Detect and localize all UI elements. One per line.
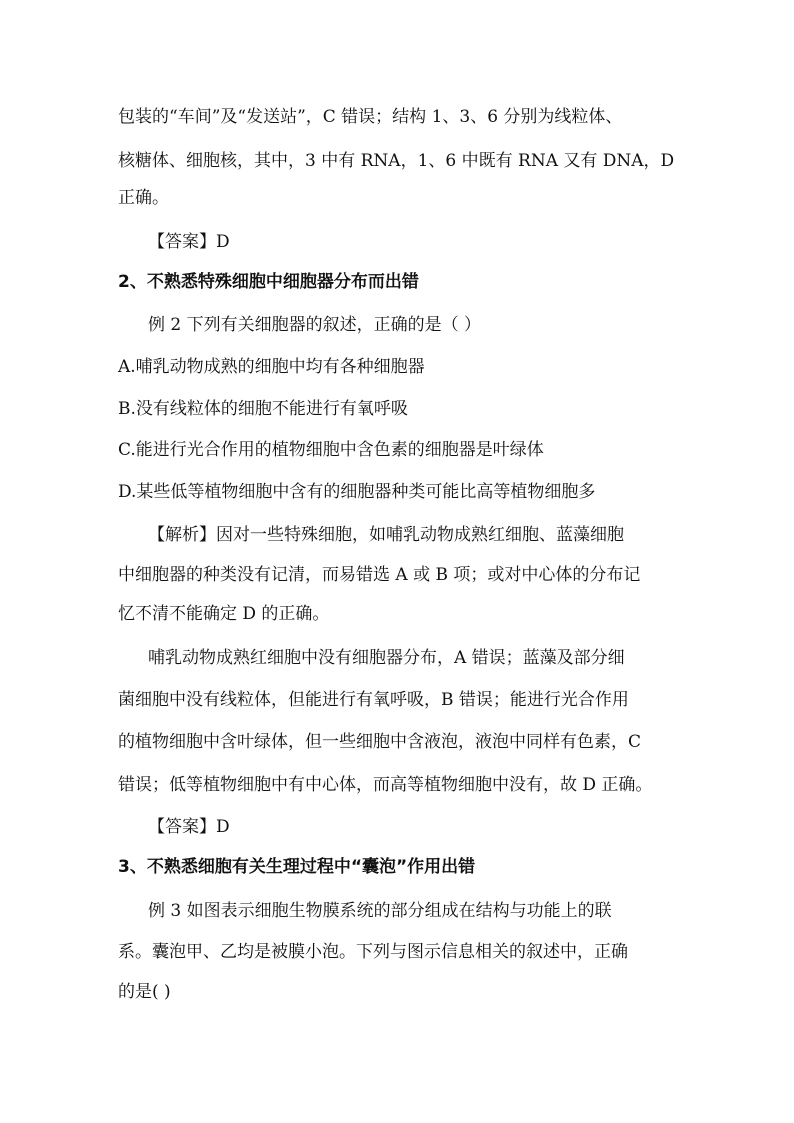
option-b: B.没有线粒体的细胞不能进行有氧呼吸 <box>118 399 408 419</box>
section-heading: 2、不熟悉特殊细胞中细胞器分布而出错 <box>118 272 419 292</box>
analysis-text: 【解析】因对一些特殊细胞，如哺乳动物成熟红细胞、蓝藻细胞 <box>148 525 624 545</box>
text-line: 包装的“车间”及“发送站”，C 错误；结构 1、3、6 分别为线粒体、 <box>118 107 623 127</box>
analysis-text: 中细胞器的种类没有记清，而易错选 A 或 B 项；或对中心体的分布记 <box>118 565 641 585</box>
explanation-text: 菌细胞中没有线粒体，但能进行有氧呼吸，B 错误；能进行光合作用 <box>118 690 629 710</box>
answer-label: 【答案】D <box>148 232 230 252</box>
question-stem: 例 2 下列有关细胞器的叙述，正确的是（ ） <box>148 315 482 335</box>
explanation-text: 的植物细胞中含叶绿体，但一些细胞中含液泡，液泡中同样有色素，C <box>118 732 642 752</box>
explanation-text: 错误；低等植物细胞中有中心体，而高等植物细胞中没有，故 D 正确。 <box>118 775 653 795</box>
question-stem: 例 3 如图表示细胞生物膜系统的部分组成在结构与功能上的联 <box>148 901 612 921</box>
option-d: D.某些低等植物细胞中含有的细胞器种类可能比高等植物细胞多 <box>118 482 596 502</box>
answer-label: 【答案】D <box>148 817 230 837</box>
question-stem: 系。囊泡甲、乙均是被膜小泡。下列与图示信息相关的叙述中，正确 <box>118 942 628 962</box>
analysis-text: 忆不清不能确定 D 的正确。 <box>118 604 330 624</box>
option-a: A.哺乳动物成熟的细胞中均有各种细胞器 <box>118 357 425 377</box>
question-stem: 的是( ) <box>118 982 171 1002</box>
explanation-text: 哺乳动物成熟红细胞中没有细胞器分布，A 错误；蓝藻及部分细 <box>148 648 625 668</box>
section-heading: 3、不熟悉细胞有关生理过程中“囊泡”作用出错 <box>118 857 476 877</box>
text-line: 核糖体、细胞核，其中，3 中有 RNA，1、6 中既有 RNA 又有 DNA，D <box>118 151 675 171</box>
text-line: 正确。 <box>118 188 169 208</box>
option-c: C.能进行光合作用的植物细胞中含色素的细胞器是叶绿体 <box>118 440 544 460</box>
